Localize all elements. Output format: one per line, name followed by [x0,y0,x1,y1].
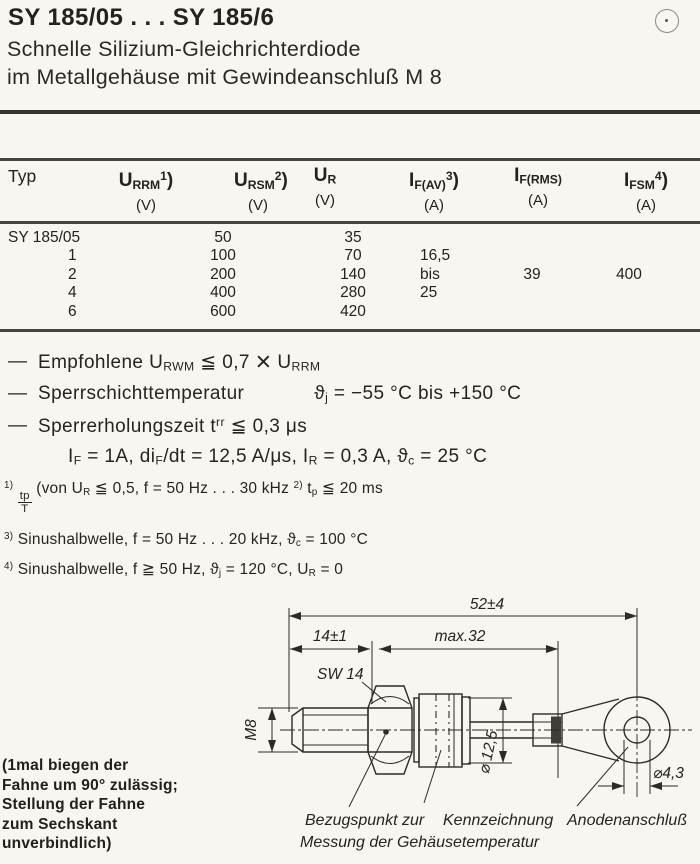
dim-overall-text: 52±4 [469,596,505,613]
dim-wrench-text: SW 14 [317,666,364,683]
table-header-rule [0,221,700,224]
cell-ifrms [472,303,592,321]
dimension-case-diameter [468,698,512,775]
cell-ur: 70 [344,247,362,265]
cell-ifav: 25 [420,284,438,302]
table-top-rule [0,158,700,161]
col-header-ursm: URSM$^2$) (V) [234,169,288,214]
page-subtitle-line2: im Metallgehäuse mit Gewindeanschluß M 8 [7,65,443,89]
cell-typ: 2 [68,265,77,283]
cell-ifrms [472,284,592,302]
cell-typ: 1 [68,247,77,265]
col-header-ifsm: IFSM$^4$) (A) [623,169,669,214]
cell-ur: 140 [340,265,366,283]
page-title: SY 185/05 . . . SY 185/6 [8,4,275,31]
footnote-1: $^{1)}$ $\frac{tp}{T}$ (von UR ≦ 0,5, f = 50 Hz . . . 30 kHz $^{2)}$ tp ≦ 20 ms [4,480,383,516]
cell-typ: 6 [68,302,77,320]
bend-note-line: Fahne um 90° zulässig; [2,776,178,794]
cell-ur: 280 [340,284,366,302]
cell-urrm [100,284,192,302]
bend-note-line: (1mal biegen der [2,757,129,774]
dim-case-diameter-text: ⌀ 12,5 [475,728,502,776]
col-header-urrm: URRM$^1$) (V) [118,169,174,214]
wrench-size-callout [317,666,386,702]
cell-ifav [368,303,472,321]
header-divider [0,110,700,114]
cell-typ: 4 [68,284,77,302]
cell-ifsm [592,303,700,321]
dim-case-length-text: max.32 [434,628,486,645]
table-row [0,284,700,302]
cell-typ: SY 185/05 [8,229,81,246]
label-reference-point-line1: Bezugspunkt zur [305,812,425,829]
dimension-overall-length [289,596,637,616]
col-header-ifav: IF(AV)$^3$) (A) [409,169,459,214]
cell-ifsm [592,284,700,302]
cell-ursm: 100 [210,247,236,265]
cell-ifrms [472,247,592,265]
label-anode-connection: Anodenanschluß [567,812,688,829]
dim-stud-text: 14±1 [312,628,348,645]
footnote-3: $^{3)}$ Sinushalbwelle, f = 50 Hz . . . 20 kHz, ϑc = 100 °C [4,531,369,550]
table-row [0,229,700,247]
cell-ifsm [592,247,700,265]
table-row [0,266,700,284]
bend-note-line: unverbindlich) [2,835,112,853]
bend-note-line: Stellung der Fahne [2,796,146,814]
table-row [0,303,700,321]
dim-hole-diameter-text: ⌀4,3 [653,765,684,782]
cell-urrm [100,247,192,265]
col-header-ur: UR (V) [313,165,337,209]
dim-thread-text: M8 [243,719,260,741]
cell-ur: 420 [340,302,366,320]
footnote-4: $^{4)}$ Sinushalbwelle, f ≧ 50 Hz, ϑj = 120 °C, UR = 0 [4,561,344,580]
label-reference-point-line2: Messung der Gehäusetemperatur [300,834,540,851]
dimension-stud-length [290,628,370,649]
registration-mark-icon [655,9,679,33]
bend-note-line: zum Sechskant [2,815,118,833]
case-flange [462,697,470,764]
ratings-table-body [0,229,700,321]
cell-urrm [100,266,192,284]
col-header-ifrms: IF(RMS) (A) [514,165,562,209]
cell-urrm [100,303,192,321]
cell-ursm: 50 [214,229,232,246]
cell-ifav: 16,5 [420,247,451,265]
cell-ifrms [472,229,592,247]
cell-ifsm: 400 [616,265,642,283]
cell-ifav [368,229,472,247]
table-row [0,247,700,265]
col-header-typ: Typ [8,166,37,186]
cell-ifrms: 39 [523,265,541,283]
page-subtitle-line1: Schnelle Silizium-Gleichrichterdiode [7,37,361,61]
cell-urrm [100,229,192,247]
lug-bending-note [2,756,252,854]
ratings-table-header [0,165,700,216]
label-marking: Kennzeichnung [443,812,554,829]
dimension-case-length [379,628,558,649]
cell-ursm: 600 [210,302,236,320]
cell-ifsm [592,229,700,247]
cell-ursm: 400 [210,284,236,302]
char-reverse-recovery-time: — Sperrerholungszeit $t^{rr}$ ≦ 0,3 μs [8,415,308,438]
cell-ur: 35 [344,229,362,246]
char-recommended-urwm: — Empfohlene URWM ≦ 0,7 × URRM [8,346,321,377]
char-junction-temperature: — Sperrschichttemperatur ϑj = −55 °C bis +150 °C [8,383,522,405]
cell-ifav: bis [420,265,440,283]
case-body [414,694,470,767]
cell-ursm: 200 [210,265,236,283]
table-bottom-rule [0,329,700,332]
char-test-conditions: IF = 1A, diF/dt = 12,5 A/μs, IR = 0,3 A, ϑc = 25 °C [68,446,488,468]
